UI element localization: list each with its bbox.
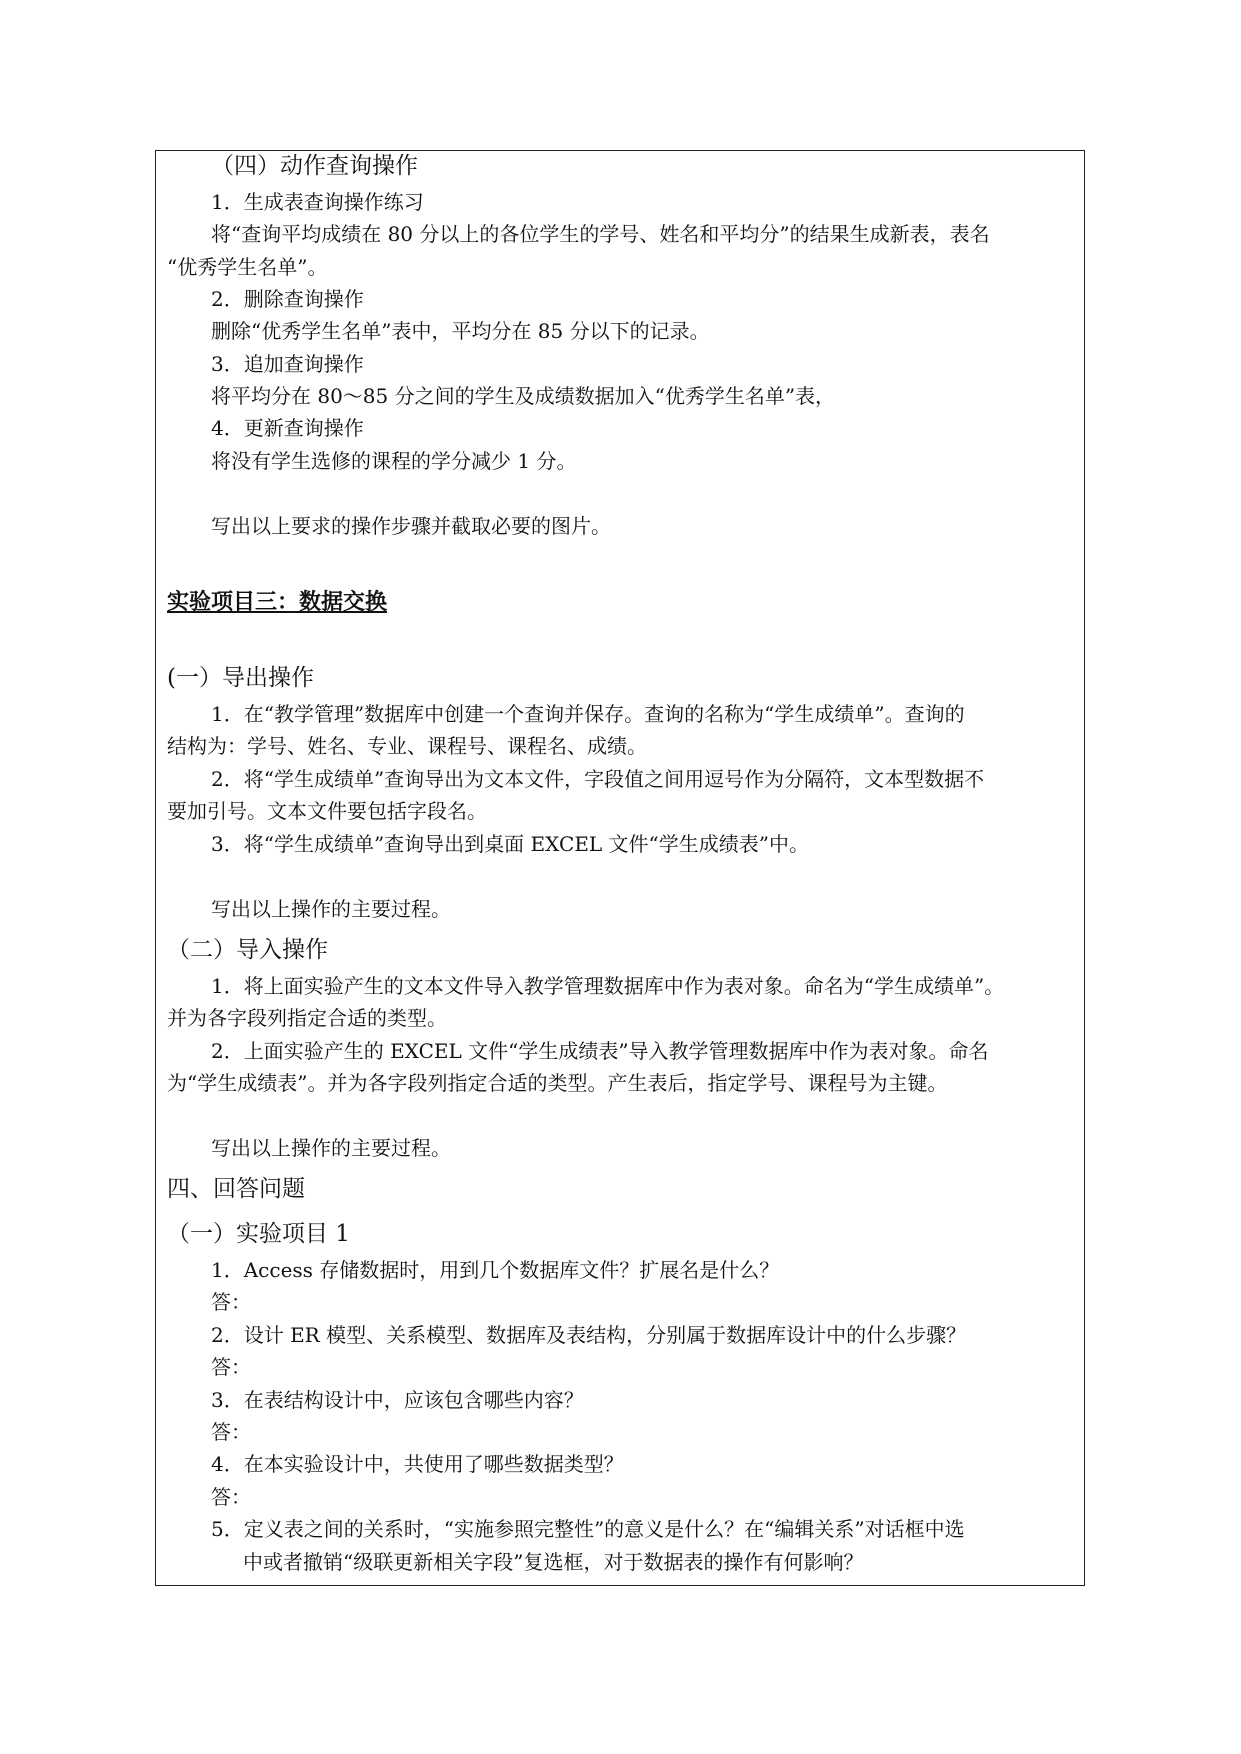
section-heading-export: (一）导出操作 bbox=[167, 665, 314, 691]
item-update-query: 4．更新查询操作 bbox=[211, 416, 364, 440]
question-2: 2．设计 ER 模型、关系模型、数据库及表结构，分别属于数据库设计中的什么步骤？ bbox=[211, 1323, 967, 1347]
export-item-2: 2．将“学生成绩单”查询导出为文本文件，字段值之间用逗号作为分隔符，文本型数据不 bbox=[211, 767, 985, 791]
question-4: 4．在本实验设计中，共使用了哪些数据类型？ bbox=[211, 1452, 624, 1476]
section-heading-import: （二）导入操作 bbox=[167, 937, 328, 963]
item-update-query-desc: 将没有学生选修的课程的学分减少 1 分。 bbox=[211, 449, 577, 473]
item-make-table-desc-cont: “优秀学生名单”。 bbox=[167, 255, 328, 279]
section-heading-action-query: （四）动作查询操作 bbox=[211, 153, 418, 179]
export-instruction: 写出以上操作的主要过程。 bbox=[211, 897, 451, 921]
import-instruction: 写出以上操作的主要过程。 bbox=[211, 1136, 451, 1160]
question-5-cont: 中或者撤销“级联更新相关字段”复选框，对于数据表的操作有何影响？ bbox=[243, 1550, 864, 1574]
item-make-table: 1．生成表查询操作练习 bbox=[211, 190, 424, 214]
answer-1: 答： bbox=[211, 1290, 251, 1314]
import-item-2: 2．上面实验产生的 EXCEL 文件“学生成绩表”导入教学管理数据库中作为表对象。命名 bbox=[211, 1039, 989, 1063]
section-heading-questions: 四、回答问题 bbox=[167, 1176, 305, 1202]
export-item-3: 3．将“学生成绩单”查询导出到桌面 EXCEL 文件“学生成绩表”中。 bbox=[211, 832, 810, 856]
question-3: 3．在表结构设计中，应该包含哪些内容？ bbox=[211, 1388, 584, 1412]
answer-4: 答： bbox=[211, 1485, 251, 1509]
experiment-3-title: 实验项目三：数据交换 bbox=[167, 589, 388, 615]
question-1: 1．Access 存储数据时，用到几个数据库文件？扩展名是什么？ bbox=[211, 1258, 780, 1282]
export-item-2-cont: 要加引号。文本文件要包括字段名。 bbox=[167, 799, 487, 823]
answer-3: 答： bbox=[211, 1420, 251, 1444]
import-item-1: 1．将上面实验产生的文本文件导入教学管理数据库中作为表对象。命名为“学生成绩单”。 bbox=[211, 974, 1005, 998]
item-delete-query-desc: 删除“优秀学生名单”表中，平均分在 85 分以下的记录。 bbox=[211, 319, 710, 343]
import-item-2-cont: 为“学生成绩表”。并为各字段列指定合适的类型。产生表后，指定学号、课程号为主键。 bbox=[167, 1071, 948, 1095]
export-item-1-cont: 结构为：学号、姓名、专业、课程号、课程名、成绩。 bbox=[167, 734, 647, 758]
item-delete-query: 2．删除查询操作 bbox=[211, 287, 364, 311]
import-item-1-cont: 并为各字段列指定合适的类型。 bbox=[167, 1006, 447, 1030]
export-item-1: 1．在“教学管理”数据库中创建一个查询并保存。查询的名称为“学生成绩单”。查询的 bbox=[211, 702, 965, 726]
instruction-write-steps: 写出以上要求的操作步骤并截取必要的图片。 bbox=[211, 514, 611, 538]
item-append-query-desc: 将平均分在 80～85 分之间的学生及成绩数据加入“优秀学生名单”表， bbox=[211, 384, 836, 408]
item-make-table-desc: 将“查询平均成绩在 80 分以上的各位学生的学号、姓名和平均分”的结果生成新表，表名 bbox=[211, 222, 990, 246]
subsection-experiment-1: （一）实验项目 1 bbox=[167, 1221, 350, 1247]
item-append-query: 3．追加查询操作 bbox=[211, 352, 364, 376]
answer-2: 答： bbox=[211, 1355, 251, 1379]
question-5: 5．定义表之间的关系时，“实施参照完整性”的意义是什么？在“编辑关系”对话框中选 bbox=[211, 1517, 965, 1541]
